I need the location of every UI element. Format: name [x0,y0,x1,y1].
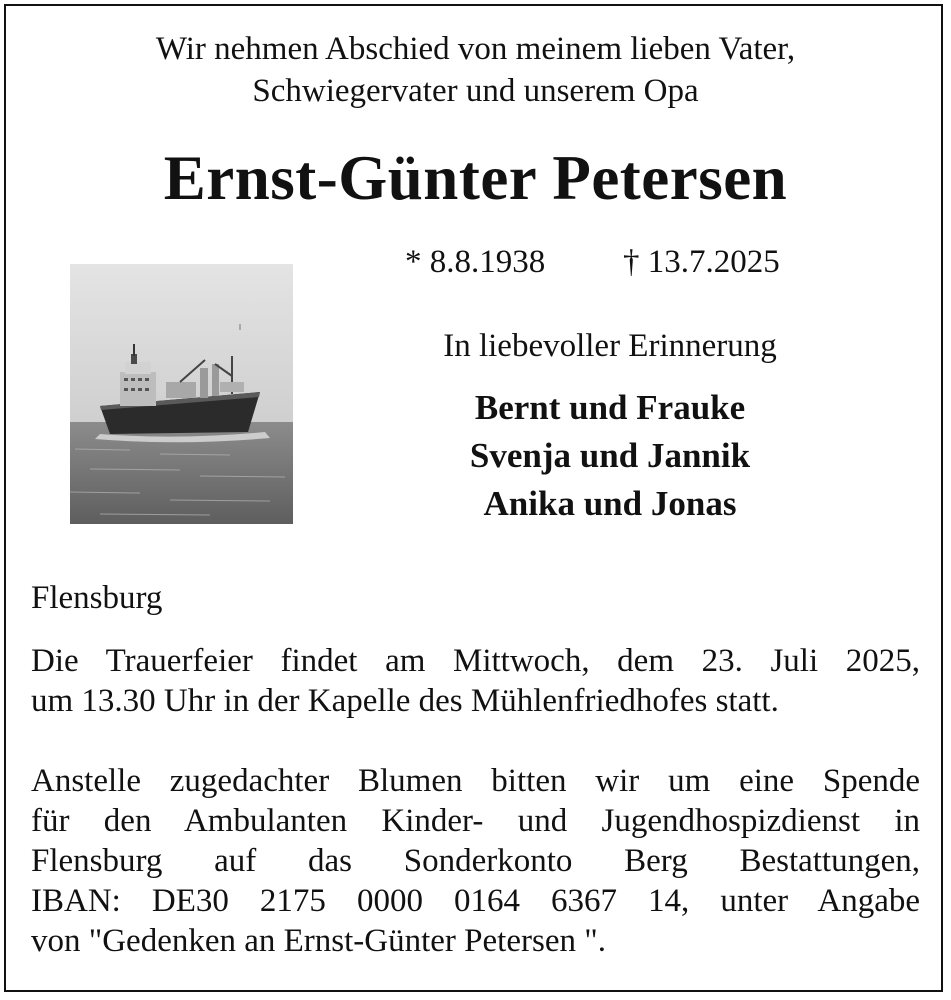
donation-line: IBAN: DE30 2175 0000 0164 6367 14, unter Angabe [31,883,920,919]
death-date: † 13.7.2025 [623,244,780,280]
donation-line: Flensburg auf das Sonderkonto Berg Bestattungen, [31,843,920,879]
birth-date: * 8.8.1938 [405,244,546,280]
service-line: um 13.30 Uhr in der Kapelle des Mühlenfriedhofes statt. [31,683,779,719]
intro-line-2: Schwiegervater und unserem Opa [252,73,699,109]
family-line: Anika und Jonas [483,484,737,523]
family-line: Svenja und Jannik [469,436,751,475]
donation-line: Anstelle zugedachter Blumen bitten wir um eine Spende [31,763,920,799]
donation-line: von "Gedenken an Ernst-Günter Petersen ". [31,923,606,959]
ship-photo [70,264,293,524]
deceased-name: Ernst-Günter Petersen [163,143,788,213]
donation-line: für den Ambulanten Kinder- und Jugendhospizdienst in [31,803,920,839]
intro-line-1: Wir nehmen Abschied von meinem lieben Vater, [155,31,796,67]
service-line: Die Trauerfeier findet am Mittwoch, dem 23. Juli 2025, [31,643,920,679]
service-paragraph [31,641,920,721]
place-name: Flensburg [31,580,163,616]
family-line: Bernt und Frauke [474,388,746,427]
donation-paragraph [31,761,920,961]
memory-text: In liebevoller Erinnerung [443,328,777,364]
